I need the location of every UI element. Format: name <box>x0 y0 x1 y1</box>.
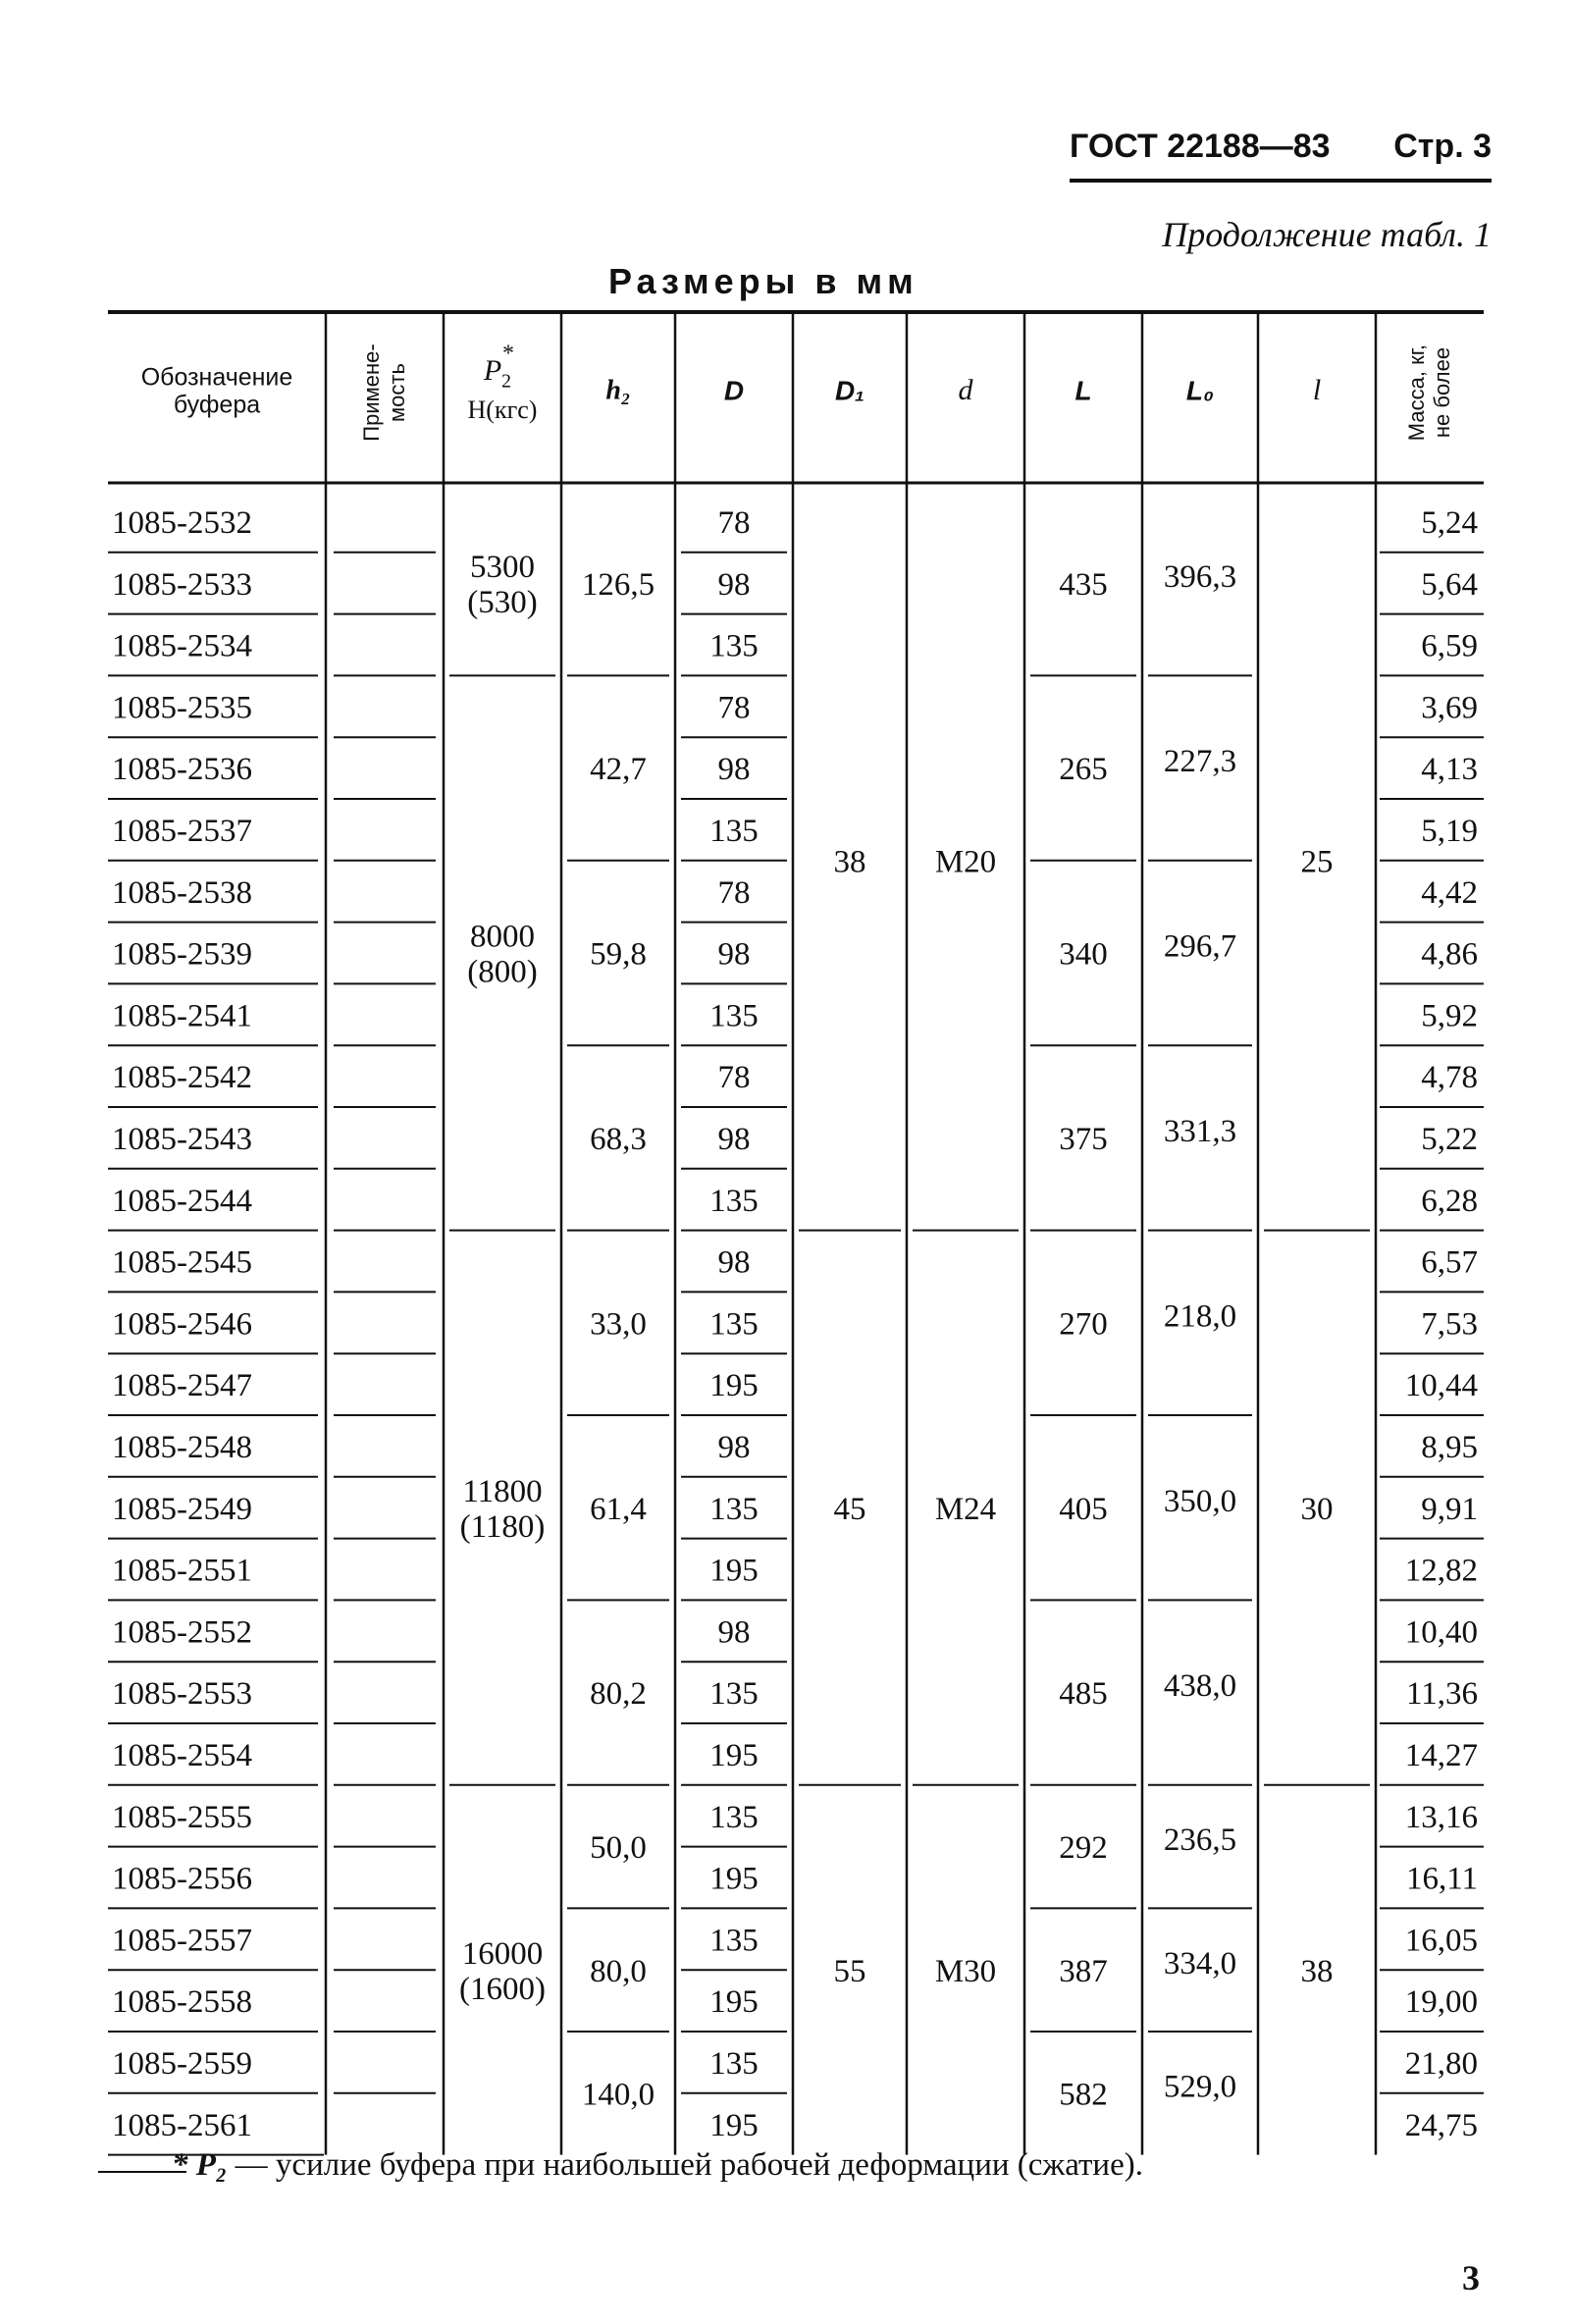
D-cell: 135 <box>709 1306 759 1343</box>
mass-cell: 24,75 <box>1404 2107 1478 2143</box>
designation-cell: 1085-2535 <box>112 690 252 726</box>
d-cell: М24 <box>934 1491 997 1527</box>
mass-cell: 5,92 <box>1421 998 1478 1034</box>
mass-cell: 4,13 <box>1421 752 1478 788</box>
designation-cell: 1085-2555 <box>112 1799 252 1835</box>
L-cell: 405 <box>1059 1491 1108 1527</box>
mass-cell: 9,91 <box>1421 1491 1478 1527</box>
D-cell: 195 <box>709 1861 759 1897</box>
designation-cell: 1085-2554 <box>112 1737 252 1773</box>
h2-cell: 68,3 <box>590 1121 647 1157</box>
header-D1: D₁ <box>834 375 865 406</box>
D1-cell: 38 <box>833 844 866 880</box>
L0-cell: 438,0 <box>1163 1668 1237 1705</box>
header-applicability: Примене- <box>358 343 384 442</box>
units-caption: Размеры в мм <box>608 261 918 301</box>
footnote <box>172 2147 1143 2184</box>
h2-cell: 42,7 <box>590 752 647 788</box>
l-cell: 30 <box>1300 1491 1334 1527</box>
D-cell: 98 <box>717 752 751 788</box>
standard-number: ГОСТ 22188—83 <box>1070 128 1331 165</box>
designation-cell: 1085-2546 <box>112 1306 252 1343</box>
designation-cell: 1085-2558 <box>112 1984 252 2021</box>
L-cell: 292 <box>1059 1830 1108 1867</box>
L-cell: 265 <box>1059 752 1108 788</box>
h2-cell: 80,0 <box>590 1953 647 1989</box>
mass-cell: 6,28 <box>1421 1183 1478 1219</box>
L-cell: 340 <box>1059 936 1108 973</box>
mass-cell: 3,69 <box>1421 690 1478 726</box>
D-cell: 98 <box>717 936 751 973</box>
mass-cell: 16,05 <box>1404 1923 1478 1959</box>
table-continuation-caption: Продолжение табл. 1 <box>1162 215 1492 254</box>
d-cell: М20 <box>934 844 997 880</box>
mass-cell: 11,36 <box>1405 1676 1478 1713</box>
mass-cell: 10,40 <box>1404 1614 1478 1651</box>
designation-cell: 1085-2537 <box>112 813 252 849</box>
l-cell: 38 <box>1300 1953 1334 1989</box>
mass-cell: 10,44 <box>1404 1368 1478 1404</box>
D-cell: 78 <box>717 504 751 541</box>
l-cell: 25 <box>1300 844 1334 880</box>
h2-cell: 140,0 <box>581 2077 655 2113</box>
L0-cell: 331,3 <box>1163 1113 1237 1149</box>
D-cell: 135 <box>709 1799 759 1835</box>
d-cell: М30 <box>934 1953 997 1989</box>
D-cell: 135 <box>709 1491 759 1527</box>
h2-cell: 80,2 <box>590 1676 647 1713</box>
h2-cell: 59,8 <box>590 936 647 973</box>
designation-cell: 1085-2553 <box>112 1676 252 1713</box>
mass-cell: 5,19 <box>1421 813 1478 849</box>
footnote-text: — усилие буфера при наибольшей рабочей деформации (сжатие). <box>227 2147 1143 2183</box>
designation-cell: 1085-2549 <box>112 1491 252 1527</box>
D-cell: 195 <box>709 1737 759 1773</box>
page-header <box>1070 120 1492 183</box>
D-cell: 78 <box>717 1060 751 1096</box>
D-cell: 135 <box>709 1183 759 1219</box>
L-cell: 387 <box>1059 1953 1108 1989</box>
h2-cell: 61,4 <box>590 1491 647 1527</box>
designation-cell: 1085-2542 <box>112 1060 252 1096</box>
designation-cell: 1085-2534 <box>112 628 252 664</box>
header-p2-symbol: P <box>483 353 502 387</box>
mass-cell: 5,24 <box>1421 504 1478 541</box>
h2-cell: 50,0 <box>590 1830 647 1867</box>
mass-cell: 19,00 <box>1404 1984 1478 2021</box>
p2-cell: 8000 <box>470 919 535 955</box>
D-cell: 135 <box>709 628 759 664</box>
D-cell: 78 <box>717 874 751 911</box>
D-cell: 98 <box>717 1614 751 1651</box>
header-L0: L₀ <box>1185 375 1215 406</box>
designation-cell: 1085-2556 <box>112 1861 252 1897</box>
page-label: Стр. 3 <box>1393 128 1492 165</box>
D-cell: 195 <box>709 1984 759 2021</box>
D1-cell: 45 <box>833 1491 866 1527</box>
D-cell: 135 <box>709 813 759 849</box>
p2-cell: 11800 <box>462 1473 543 1509</box>
mass-cell: 4,78 <box>1421 1060 1478 1096</box>
header-mass: Масса, кг, <box>1403 343 1429 442</box>
mass-cell: 6,57 <box>1421 1244 1478 1281</box>
L-cell: 375 <box>1059 1121 1108 1157</box>
mass-cell: 6,59 <box>1421 628 1478 664</box>
mass-cell: 8,95 <box>1421 1429 1478 1465</box>
D-cell: 195 <box>709 1553 759 1589</box>
designation-cell: 1085-2538 <box>112 874 252 911</box>
header-d: d <box>958 373 973 406</box>
h2-cell: 126,5 <box>581 566 655 603</box>
D-cell: 135 <box>709 1676 759 1713</box>
designation-cell: 1085-2539 <box>112 936 252 973</box>
L0-cell: 227,3 <box>1163 744 1237 780</box>
L-cell: 435 <box>1059 566 1108 603</box>
L0-cell: 350,0 <box>1163 1483 1237 1519</box>
p2-cell: (800) <box>467 954 538 990</box>
header-p2-superscript: * <box>502 341 514 367</box>
designation-cell: 1085-2551 <box>112 1553 252 1589</box>
D-cell: 98 <box>717 1121 751 1157</box>
mass-cell: 14,27 <box>1404 1737 1478 1773</box>
designation-cell: 1085-2533 <box>112 566 252 603</box>
p2-cell: 16000 <box>461 1935 544 1972</box>
mass-cell: 4,42 <box>1421 874 1478 911</box>
header-h2: h₂ <box>605 375 631 406</box>
mass-cell: 5,22 <box>1421 1121 1478 1157</box>
header-l: l <box>1312 373 1322 406</box>
L-cell: 582 <box>1059 2077 1108 2113</box>
L0-cell: 236,5 <box>1163 1822 1237 1859</box>
designation-cell: 1085-2548 <box>112 1429 252 1465</box>
D-cell: 98 <box>717 1244 751 1281</box>
designation-cell: 1085-2536 <box>112 752 252 788</box>
D-cell: 98 <box>717 1429 751 1465</box>
designation-cell: 1085-2561 <box>112 2107 252 2143</box>
h2-cell: 33,0 <box>590 1306 647 1343</box>
header-mass: не более <box>1429 346 1454 439</box>
designation-cell: 1085-2547 <box>112 1368 252 1404</box>
header-designation: буфера <box>173 391 261 419</box>
designation-cell: 1085-2544 <box>112 1183 252 1219</box>
L0-cell: 529,0 <box>1163 2069 1237 2105</box>
mass-cell: 4,86 <box>1421 936 1478 973</box>
L-cell: 270 <box>1059 1306 1108 1343</box>
D-cell: 135 <box>709 998 759 1034</box>
p2-cell: 5300 <box>470 549 535 585</box>
L0-cell: 218,0 <box>1163 1298 1237 1335</box>
mass-cell: 5,64 <box>1421 566 1478 603</box>
mass-cell: 13,16 <box>1404 1799 1478 1835</box>
mass-cell: 16,11 <box>1405 1861 1478 1897</box>
footnote-symbol: * P₂ <box>172 2147 228 2183</box>
D-cell: 98 <box>717 566 751 603</box>
page-number: 3 <box>1462 2258 1480 2298</box>
p2-cell: (1600) <box>459 1971 546 2007</box>
header-designation: Обозначение <box>140 363 293 392</box>
D-cell: 78 <box>717 690 751 726</box>
designation-cell: 1085-2543 <box>112 1121 252 1157</box>
header-p2-unit: Н(кгс) <box>467 395 538 424</box>
D1-cell: 55 <box>833 1953 866 1989</box>
designation-cell: 1085-2559 <box>112 2045 252 2082</box>
L0-cell: 296,7 <box>1163 928 1237 965</box>
p2-cell: (1180) <box>459 1508 546 1545</box>
mass-cell: 21,80 <box>1404 2045 1478 2082</box>
designation-cell: 1085-2557 <box>112 1923 252 1959</box>
header-p2-subscript: 2 <box>501 370 511 393</box>
header-L: L <box>1074 375 1092 406</box>
designation-cell: 1085-2532 <box>112 504 252 541</box>
designation-cell: 1085-2541 <box>112 998 252 1034</box>
D-cell: 135 <box>709 1923 759 1959</box>
designation-cell: 1085-2545 <box>112 1244 252 1281</box>
p2-cell: (530) <box>467 584 538 620</box>
header-applicability: мость <box>384 363 409 422</box>
header-D: D <box>723 375 745 406</box>
mass-cell: 12,82 <box>1404 1553 1478 1589</box>
D-cell: 195 <box>709 2107 759 2143</box>
L0-cell: 334,0 <box>1163 1945 1237 1981</box>
D-cell: 135 <box>709 2045 759 2082</box>
designation-cell: 1085-2552 <box>112 1614 252 1651</box>
L-cell: 485 <box>1059 1676 1108 1713</box>
mass-cell: 7,53 <box>1421 1306 1478 1343</box>
L0-cell: 396,3 <box>1163 558 1237 595</box>
D-cell: 195 <box>709 1368 759 1404</box>
